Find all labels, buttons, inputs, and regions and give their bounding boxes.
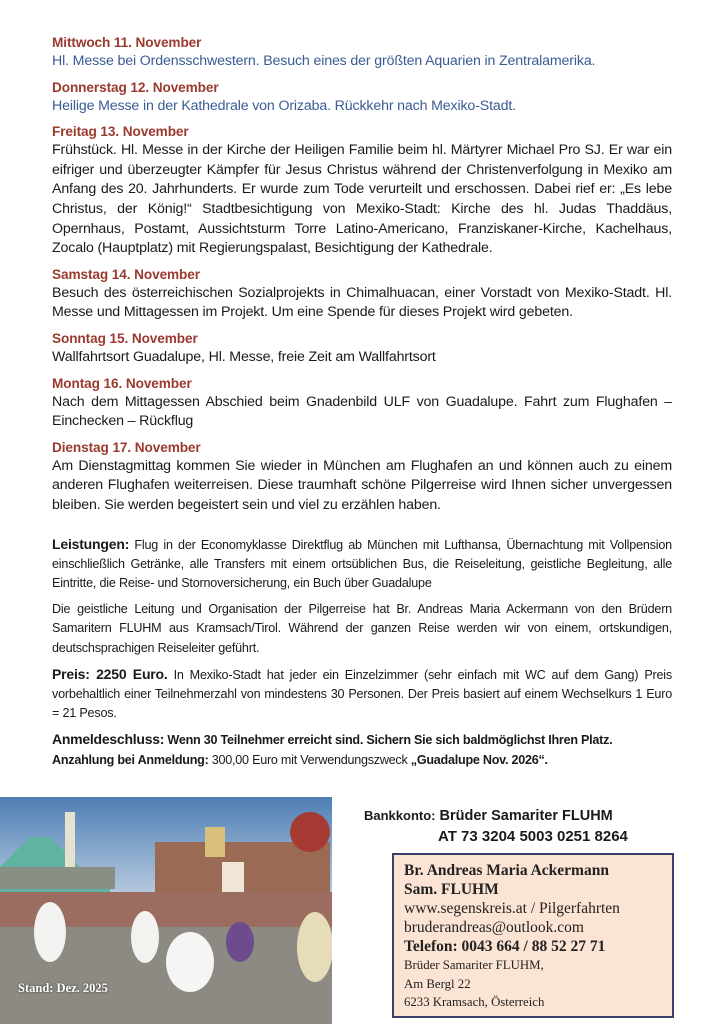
bank-account <box>364 806 628 846</box>
bank-name: Brüder Samariter FLUHM <box>435 808 613 824</box>
itinerary-day <box>52 34 672 72</box>
day-description: Heilige Messe in der Kathedrale von Orizaba. Rückkehr nach Mexiko-Stadt. <box>52 97 516 114</box>
dancer <box>297 912 332 982</box>
preis-paragraph <box>52 665 672 724</box>
itinerary-day <box>52 439 672 516</box>
itinerary-day <box>52 375 672 432</box>
day-title: Montag 16. November <box>52 375 192 392</box>
day-title: Mittwoch 11. November <box>52 35 202 51</box>
leitung-paragraph: Die geistliche Leitung und Organisation der Pilgerreise hat Br. Andreas Maria Ackermann von den Brüdern Samaritern FLUHM aus Kramsach/Tirol. Während der ganzen Reise werden wir von einem, ortskundigen, deutschsprachigen Reiseleiter geführt. <box>52 602 672 655</box>
day-description: Wallfahrtsort Guadalupe, Hl. Messe, freie Zeit am Wallfahrtsort <box>52 348 436 365</box>
day-title: Dienstag 17. November <box>52 439 201 456</box>
day-title: Freitag 13. November <box>52 124 189 141</box>
contact-name: Br. Andreas Maria Ackermann <box>404 862 609 879</box>
day-description: Am Dienstagmittag kommen Sie wieder in München am Flughafen an und können auch zu einem anderen Flughafen weiterreisen. Diese traumhaft schöne Pilgerreise wird Ihnen sicher unvergessen bleiben. Sie werden begeistert sein und viel zu erzählen haben. <box>52 457 672 513</box>
preis-text: In Mexiko-Stadt hat jeder ein Einzelzimmer (sehr einfach mit WC auf dem Gang) Preis vorbehaltlich einer Teilnehmerzahl von mindestens 30 Personen. Der Preis basiert auf einem Wechselkurs 1 Euro = 21 Pesos. <box>52 667 673 721</box>
day-title: Sonntag 15. November <box>52 330 198 347</box>
bank-iban: AT 73 3204 5003 0251 8264 <box>438 827 628 845</box>
anmeldeschluss-text: Wenn 30 Teilnehmer erreicht sind. Sichern Sie sich baldmöglichst Ihren Platz. <box>164 733 613 748</box>
dancer <box>34 902 66 962</box>
verwendungszweck: „Guadalupe Nov. 2026“. <box>410 752 548 767</box>
banner <box>65 812 75 867</box>
day-title: Samstag 14. November <box>52 266 200 283</box>
banner <box>222 862 244 892</box>
leistungen-text: Flug in der Economyklasse Direktflug ab München mit Lufthansa, Übernachtung mit Vollpension einschließlich Getränke, alle Transfers mit einem ortsüblichen Bus, die Reiseleitung, geistliche Begleitung, alle Eintritte, die Reise- und Stornoversicherung, ein Buch über Guadalupe <box>52 537 672 590</box>
contact-box <box>392 853 674 1018</box>
day-title: Donnerstag 12. November <box>52 79 219 96</box>
contact-address-line: 6233 Kramsach, Österreich <box>404 995 545 1009</box>
contact-website[interactable]: www.segenskreis.at / Pilgerfahrten <box>404 900 620 917</box>
dancer-cloak <box>166 932 214 992</box>
itinerary-day <box>52 123 672 259</box>
church-tower <box>205 827 225 857</box>
day-description: Frühstück. Hl. Messe in der Kirche der Heiligen Familie beim hl. Märtyrer Michael Pro SJ. Er war ein eifriger und überzeugter Kämpfer für Jesus Christus während der Christenverfolgung in Mexiko am Anfang des 20. Jahrhunderts. Er wurde zum Tode verurteilt und erschossen. Dabei rief er: „Es lebe Christus, der König!“ Stadtbesichtigung von Mexiko-Stadt: Kirche des hl. Judas Thaddäus, Opernhaus, Postamt, Aussichtsturm Torre Latino-Americano, Franziskaner-Kirche, Kachelhaus, Zocalo (Hauptplatz) mit Regierungspalast, Besichtigung der Kathedrale. <box>52 142 672 257</box>
guadalupe-photo <box>0 797 332 1024</box>
contact-phone: Telefon: 0043 664 / 88 52 27 71 <box>404 938 606 955</box>
contact-address-line: Brüder Samariter FLUHM, <box>404 958 544 972</box>
itinerary-day <box>52 79 672 117</box>
anmeldung-paragraph <box>52 730 672 769</box>
red-dome <box>290 812 330 852</box>
contact-org: Sam. FLUHM <box>404 881 499 898</box>
contact-address-line: Am Bergl 22 <box>404 976 471 991</box>
dancer <box>226 922 254 962</box>
day-description: Hl. Messe bei Ordensschwestern. Besuch eines der größten Aquarien in Zentralamerika. <box>52 53 596 69</box>
anzahlung-text: 300,00 Euro mit Verwendungszweck <box>208 752 411 767</box>
photo-caption: Stand: Dez. 2025 <box>18 981 108 995</box>
itinerary-day <box>52 330 672 368</box>
preis-label: Preis: 2250 Euro. <box>52 665 168 682</box>
anzahlung-label: Anzahlung bei Anmeldung: <box>52 752 209 767</box>
leistungen-label: Leistungen: <box>52 535 130 552</box>
day-description: Nach dem Mittagessen Abschied beim Gnadenbild ULF von Guadalupe. Fahrt zum Flughafen – Einchecken – Rückflug <box>52 393 672 430</box>
basilica-wall <box>0 867 115 889</box>
leistungen-paragraph <box>52 535 672 594</box>
anmeldeschluss-label: Anmeldeschluss: <box>52 731 165 748</box>
itinerary-day <box>52 266 672 323</box>
itinerary-page <box>52 34 672 770</box>
dancer <box>131 911 159 963</box>
day-description: Besuch des österreichischen Sozialprojekts in Chimalhuacan, einer Vorstadt von Mexiko-Stadt. Hl. Messe und Mittagessen im Projekt. Um eine Spende für dieses Projekt wird gebeten. <box>52 284 672 321</box>
itinerary-list <box>52 34 672 516</box>
bank-label: Bankkonto: <box>364 808 436 823</box>
contact-email[interactable]: bruderandreas@outlook.com <box>404 919 584 936</box>
